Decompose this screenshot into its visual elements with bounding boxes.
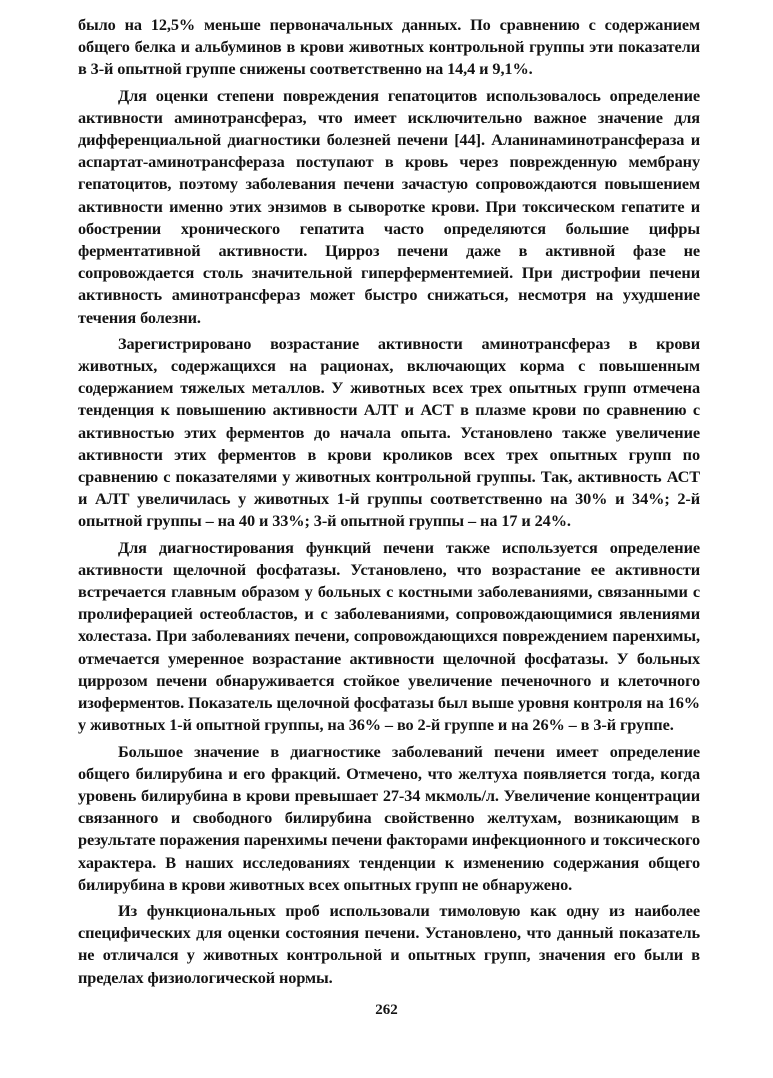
page-number: 262 bbox=[375, 1002, 398, 1018]
paragraph-bilirubin: Большое значение в диагностике заболеваний печени имеет определение общего билирубина и его фракций. Отмечено, что желтуха появляется тогда, когда уровень билирубина в крови превышает 27-34 мкмоль/л. Увеличение концентрации связанного и свободного билирубина свойственно желтухам, возникающим в результате поражения паренхимы печени факторами инфекционного и токсического характера. В наших исследованиях тенденции к изменению содержания общего билирубина в крови животных всех опытных групп не обнаружено. bbox=[78, 741, 700, 894]
paragraph-protein-comparison: было на 12,5% меньше первоначальных данных. По сравнению с содержанием общего белка и альбуминов в крови животных контрольной группы эти показатели в 3-й опытной группе снижены соответственно на 14,4 и 9,1%. bbox=[78, 15, 700, 79]
paragraph-alkaline-phosphatase: Для диагностирования функций печени также используется определение активности щелочной фосфатазы. Установлено, что возрастание ее активности встречается главным образом у больных с костными заболеваниями, связанными с пролиферацией остеобластов, и с заболеваниями, сопровождающимися явлениями холестаза. При заболеваниях печени, сопровождающихся повреждением паренхимы, отмечается умеренное возрастание активности щелочной фосфатазы. У больных циррозом печени обнаруживается стойкое увеличение печеночного и клеточного изоферментов. Показатель щелочной фосфатазы был выше уровня контроля на 16% у животных 1-й опытной группы, на 36% – во 2-й группе и на 26% – в 3-й группе. bbox=[78, 537, 700, 735]
paragraph-aminotransferase-method: Для оценки степени повреждения гепатоцитов использовалось определение активности аминотрансфераз, что имеет исключительно важное значение для дифференциальной диагностики болезней печени [44]. Аланинаминотрансфераза и аспартат-аминотрансфераза поступают в кровь через поврежденную мембрану гепатоцитов, поэтому заболевания печени зачастую сопровождаются повышением активности именно этих энзимов в сыворотке крови. При токсическом гепатите и обострении хронического гепатита часто определяются большие цифры ферментативной активности. Цирроз печени даже в активной фазе не сопровождается столь значительной гиперферментемией. При дистрофии печени активность аминотрансфераз может быстро снижаться, несмотря на ухудшение течения болезни. bbox=[78, 85, 700, 327]
paragraph-aminotransferase-results: Зарегистрировано возрастание активности аминотрансфераз в крови животных, содержащихся на рационах, включающих корма с повышенным содержанием тяжелых металлов. У животных всех трех опытных групп отмечена тенденция к повышению активности АЛТ и АСТ в плазме крови по сравнению с активностью этих ферментов до начала опыта. Установлено также увеличение активности этих ферментов в крови кроликов всех трех опытных групп по сравнению с показателями у животных контрольной группы. Так, активность АСТ и АЛТ увеличилась у животных 1-й группы соответственно на 30% и 34%; 2-й опытной группы – на 40 и 33%; 3-й опытной группы – на 17 и 24%. bbox=[78, 333, 700, 531]
paragraph-thymol-test: Из функциональных проб использовали тимоловую как одну из наиболее специфических для оценки состояния печени. Установлено, что данный показатель не отличался у животных контрольной и опытных групп, значения его были в пределах физиологической нормы. bbox=[78, 900, 700, 987]
document-page bbox=[78, 14, 700, 989]
